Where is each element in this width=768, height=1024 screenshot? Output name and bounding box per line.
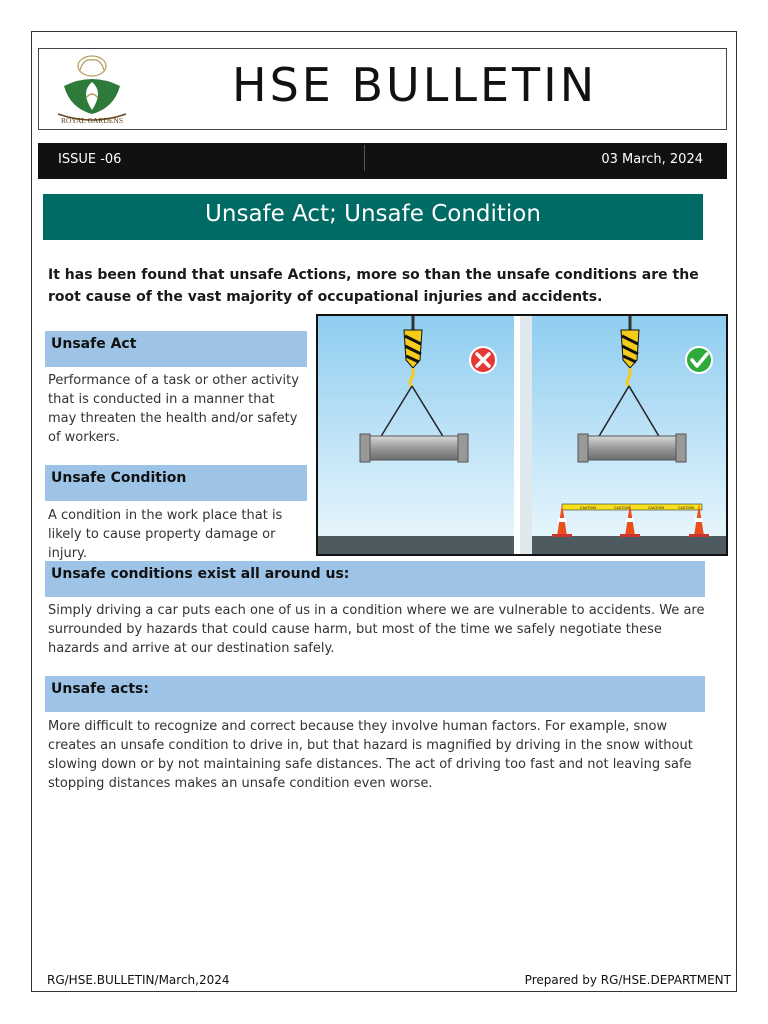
conditions-around-body: Simply driving a car puts each one of us in a condition where we are vulnerable to accidents. We are surrounded by hazards that could cause harm, but most of the time we safely negotiate these hazards and arrive at our destination safely. bbox=[48, 603, 705, 656]
svg-text:CAUTION: CAUTION bbox=[614, 506, 630, 510]
unsafe-condition-body: A condition in the work place that is likely to cause property damage or injury. bbox=[48, 508, 283, 561]
svg-text:CAUTION: CAUTION bbox=[648, 506, 664, 510]
issue-date: 03 March, 2024 bbox=[601, 152, 703, 167]
unsafe-acts-heading: Unsafe acts: bbox=[45, 676, 705, 712]
issue-number: ISSUE -06 bbox=[58, 152, 122, 167]
bulletin-title: HSE BULLETIN bbox=[232, 58, 598, 112]
unsafe-acts-body: More difficult to recognize and correct because they involve human factors. For example, snow creates an unsafe condition to drive in, but that hazard is magnified by driving in the snow without slowing down or by not maintaining safe distances. The act of driving too fast and not leaving safe stopping distances makes an unsafe condition even worse. bbox=[48, 719, 693, 791]
topic-banner: Unsafe Act; Unsafe Condition bbox=[43, 194, 703, 240]
unsafe-act-body: Performance of a task or other activity that is conducted in a manner that may threaten the health and/or safety of workers. bbox=[48, 373, 299, 445]
logo-text: ROYAL GARDENS bbox=[60, 116, 124, 125]
footer-prepared-by: Prepared by RG/HSE.DEPARTMENT bbox=[524, 973, 731, 987]
safe-panel bbox=[532, 316, 726, 554]
barricade-tape bbox=[562, 504, 702, 510]
conditions-around-heading: Unsafe conditions exist all around us: bbox=[45, 561, 705, 597]
issue-bar bbox=[38, 143, 727, 179]
intro-text: It has been found that unsafe Actions, more so than the unsafe conditions are the root cause of the vast majority of occupational injuries and accidents. bbox=[48, 267, 699, 305]
svg-text:CAUTION: CAUTION bbox=[580, 506, 596, 510]
crane-illustration bbox=[316, 314, 728, 556]
check-mark-icon bbox=[686, 347, 712, 373]
cross-mark-icon bbox=[470, 347, 496, 373]
unsafe-condition-heading: Unsafe Condition bbox=[45, 465, 307, 501]
svg-text:CAUTION: CAUTION bbox=[678, 506, 694, 510]
issue-bar-divider bbox=[364, 145, 365, 171]
footer-reference: RG/HSE.BULLETIN/March,2024 bbox=[47, 973, 230, 987]
unsafe-act-heading: Unsafe Act bbox=[45, 331, 307, 367]
unsafe-panel bbox=[318, 316, 514, 554]
royal-gardens-logo bbox=[50, 52, 134, 128]
